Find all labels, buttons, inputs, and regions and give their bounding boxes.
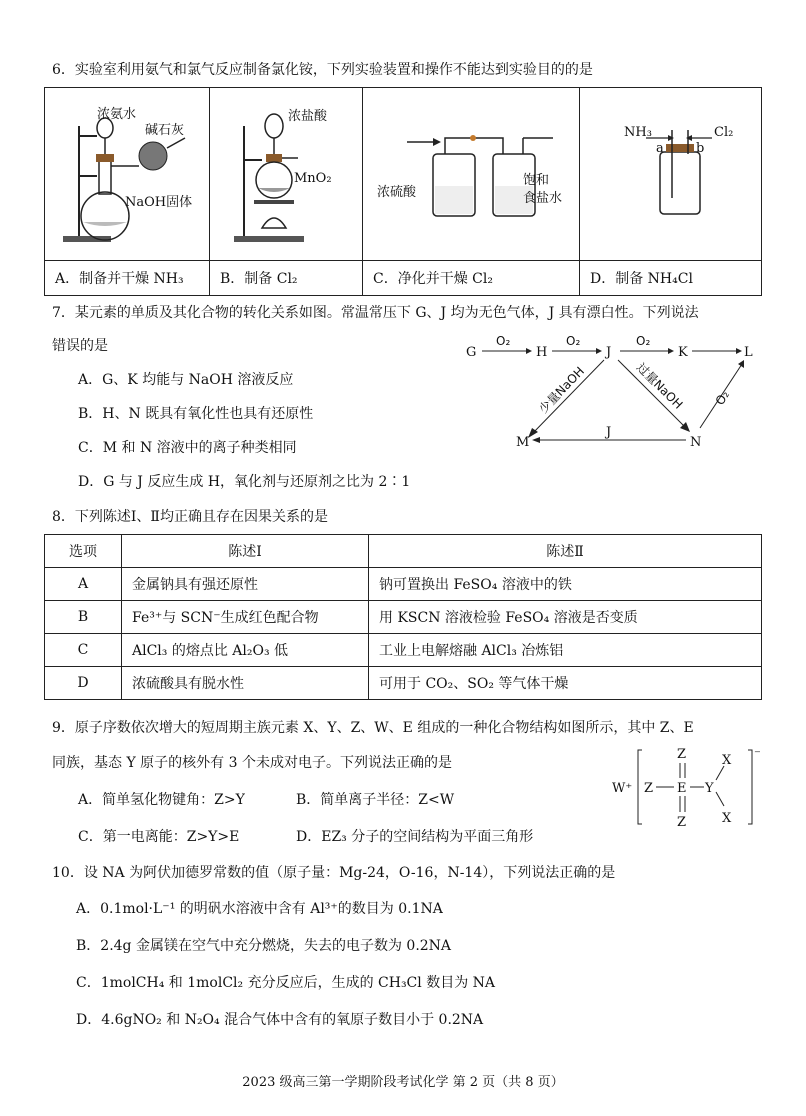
edge-j-label: J bbox=[606, 425, 612, 440]
label-cl2: Cl₂ bbox=[714, 125, 734, 140]
row-statement1: 金属钠具有强还原性 bbox=[122, 568, 369, 601]
o2-label-1: O₂ bbox=[496, 334, 511, 348]
label-excess-naoh: 过量NaOH bbox=[633, 360, 686, 412]
q9-option-a: A．简单氢化物键角：Z>Y bbox=[78, 792, 245, 808]
q6-option-c: C．净化并干燥 Cl₂ bbox=[363, 261, 580, 296]
q9-option-b: B．简单离子半径：Z<W bbox=[296, 792, 455, 808]
row-statement1: Fe³⁺与 SCN⁻生成红色配合物 bbox=[122, 601, 369, 634]
label-brine: 食盐水 bbox=[523, 191, 563, 206]
struct-minus: ⁻ bbox=[754, 747, 761, 762]
row-statement2: 用 KSCN 溶液检验 FeSO₄ 溶液是否变质 bbox=[369, 601, 762, 634]
label-port-b: b bbox=[696, 141, 705, 156]
q8-stem: 8．下列陈述Ⅰ、Ⅱ均正确且存在因果关系的是 bbox=[52, 509, 328, 525]
table-row bbox=[45, 634, 762, 667]
node-n: N bbox=[690, 435, 702, 450]
table-row bbox=[45, 667, 762, 700]
q10-option-b: B．2.4g 金属镁在空气中充分燃烧，失去的电子数为 0.2NA bbox=[76, 938, 452, 954]
q6-option-a: A．制备并干燥 NH₃ bbox=[45, 261, 210, 296]
q9-structure-diagram bbox=[608, 744, 768, 830]
row-option: A bbox=[45, 568, 122, 601]
q6-stem: 6．实验室利用氨气和氯气反应制备氯化铵，下列实验装置和操作不能达到实验目的的是 bbox=[52, 62, 593, 78]
q8-header-option: 选项 bbox=[45, 535, 122, 568]
q10-option-a: A．0.1mol·L⁻¹ 的明矾水溶液中含有 Al³⁺的数目为 0.1NA bbox=[76, 901, 443, 917]
label-nh3: NH₃ bbox=[624, 125, 652, 140]
q9-option-c: C．第一电离能：Z>Y>E bbox=[78, 829, 240, 845]
label-mno2: MnO₂ bbox=[294, 171, 332, 186]
q7-option-a: A．G、K 均能与 NaOH 溶液反应 bbox=[78, 372, 294, 388]
label-conc-h2so4: 浓硫酸 bbox=[377, 185, 417, 200]
row-statement2: 钠可置换出 FeSO₄ 溶液中的铁 bbox=[369, 568, 762, 601]
q7-option-c: C．M 和 N 溶液中的离子种类相同 bbox=[78, 440, 297, 456]
q7-stem-line2: 错误的是 bbox=[52, 338, 108, 354]
node-h: H bbox=[536, 345, 548, 360]
nh4cl-bottle-drawing bbox=[580, 88, 762, 260]
struct-z-left: Z bbox=[644, 781, 654, 796]
chlorine-apparatus-drawing bbox=[210, 88, 362, 260]
node-l: L bbox=[744, 345, 753, 360]
table-row bbox=[45, 568, 762, 601]
table-row bbox=[45, 601, 762, 634]
q10-option-d: D．4.6gNO₂ 和 N₂O₄ 混合气体中含有的氧原子数目小于 0.2NA bbox=[76, 1012, 484, 1028]
struct-x-top: X bbox=[722, 753, 732, 768]
o2-label-2: O₂ bbox=[566, 334, 581, 348]
label-saturated: 饱和 bbox=[523, 173, 550, 188]
q6-apparatus-b bbox=[210, 88, 363, 261]
row-statement2: 工业上电解熔融 AlCl₃ 冶炼铝 bbox=[369, 634, 762, 667]
struct-z-bottom: Z bbox=[677, 815, 687, 830]
label-few-naoh: 少量NaOH bbox=[536, 364, 588, 417]
row-option: B bbox=[45, 601, 122, 634]
row-option: C bbox=[45, 634, 122, 667]
q7-stem-line1: 7．某元素的单质及其化合物的转化关系如图。常温常压下 G、J 均为无色气体，J 具有漂白性。下列说法 bbox=[52, 305, 699, 321]
label-conc-ammonia: 浓氨水 bbox=[97, 107, 137, 122]
struct-x-bottom: X bbox=[722, 811, 732, 826]
node-k: K bbox=[678, 345, 688, 360]
q9-stem-line2: 同族，基态 Y 原子的核外有 3 个未成对电子。下列说法正确的是 bbox=[52, 755, 452, 771]
q6-apparatus-d bbox=[580, 88, 762, 261]
struct-e: E bbox=[677, 781, 687, 796]
struct-z-top: Z bbox=[677, 747, 687, 762]
q9-stem-line1: 9．原子序数依次增大的短周期主族元素 X、Y、Z、W、E 组成的一种化合物结构如图所示，其中 Z、E bbox=[52, 720, 694, 736]
q10-stem: 10．设 NA 为阿伏加德罗常数的值（原子量：Mg-24，O-16，N-14），下列说法正确的是 bbox=[52, 865, 616, 881]
o2-label-3: O₂ bbox=[636, 334, 651, 348]
q6-option-d: D．制备 NH₄Cl bbox=[580, 261, 762, 296]
q7-option-d: D．G 与 J 反应生成 H，氧化剂与还原剂之比为 2∶1 bbox=[78, 474, 411, 490]
struct-w: W⁺ bbox=[612, 781, 633, 796]
ammonia-apparatus-drawing bbox=[45, 88, 209, 260]
q6-apparatus-table bbox=[44, 87, 762, 296]
row-statement1: AlCl₃ 的熔点比 Al₂O₃ 低 bbox=[122, 634, 369, 667]
node-m: M bbox=[516, 435, 530, 450]
q10-option-c: C．1molCH₄ 和 1molCl₂ 充分反应后，生成的 CH₃Cl 数目为 NA bbox=[76, 975, 496, 991]
q6-apparatus-c bbox=[363, 88, 580, 261]
page-footer: 2023 级高三第一学期阶段考试化学 第 2 页（共 8 页） bbox=[242, 1075, 564, 1090]
q8-header-statement2: 陈述Ⅱ bbox=[369, 535, 762, 568]
node-g: G bbox=[466, 345, 477, 360]
label-port-a: a bbox=[656, 141, 664, 156]
q6-apparatus-a bbox=[45, 88, 210, 261]
o2-label-4: O₂ bbox=[712, 388, 733, 408]
row-statement2: 可用于 CO₂、SO₂ 等气体干燥 bbox=[369, 667, 762, 700]
q7-conversion-diagram bbox=[460, 330, 760, 450]
q7-option-b: B．H、N 既具有氧化性也具有还原性 bbox=[78, 406, 314, 422]
gas-wash-bottles-drawing bbox=[363, 88, 579, 260]
struct-y: Y bbox=[705, 781, 714, 796]
q8-header-statement1: 陈述Ⅰ bbox=[122, 535, 369, 568]
row-option: D bbox=[45, 667, 122, 700]
q6-option-b: B．制备 Cl₂ bbox=[210, 261, 363, 296]
label-naoh-solid: NaOH固体 bbox=[125, 195, 193, 210]
q9-option-d: D．EZ₃ 分子的空间结构为平面三角形 bbox=[296, 829, 534, 845]
q8-table bbox=[44, 534, 762, 700]
node-j: J bbox=[606, 345, 612, 360]
label-soda-lime: 碱石灰 bbox=[145, 123, 185, 138]
label-conc-hcl: 浓盐酸 bbox=[288, 109, 328, 124]
row-statement1: 浓硫酸具有脱水性 bbox=[122, 667, 369, 700]
